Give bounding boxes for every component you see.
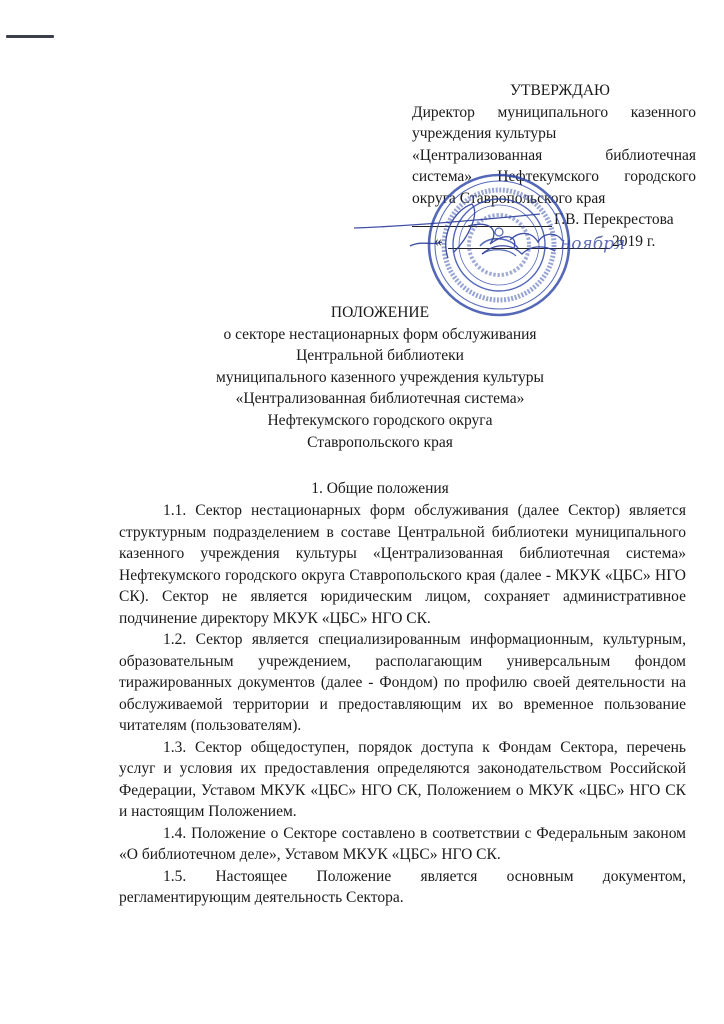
document-title-block (130, 302, 630, 453)
document-title: ПОЛОЖЕНИЕ (330, 304, 430, 321)
subtitle-line: Центральной библиотеки (296, 347, 464, 365)
subtitle-line: Ставропольского края (307, 433, 453, 451)
paragraph-1-1: 1.1. Сектор нестационарных форм обслуживания (далее Сектор) является структурным подразделением в составе Центральной библиотеки муниципального казенного учреждения культуры «Централизованная библиотечная система» Нефтекумского городского округа Ставропольского края (далее - МКУК «ЦБС» НГО СК). Сектор не является юридическим лицом, сохраняет административное подчинение директору МКУК «ЦБС» НГО СК. (119, 502, 686, 627)
approval-line: «Централизованная библиотечная (412, 146, 696, 164)
approval-line: Директор муниципального казенного (412, 103, 696, 121)
paragraph-1-3: 1.3. Сектор общедоступен, порядок доступа к Фондам Сектора, перечень услуг и условия их предоставления определяются законодательством Российской Федерации, Уставом МКУК «ЦБС» НГО СК, Положением о МКУК «ЦБС» НГО СК и настоящим Положением. (119, 738, 686, 820)
section-body (119, 500, 686, 909)
subtitle-line: муниципального казенного учреждения культуры (216, 368, 544, 386)
handwritten-date: ноября (560, 234, 626, 254)
scan-edge-mark (6, 35, 54, 38)
date-quote: « (434, 233, 442, 250)
paragraph-1-4: 1.4. Положение о Секторе составлено в соответствии с Федеральным законом «О библиотечном деле», Уставом МКУК «ЦБС» НГО СК. (119, 824, 686, 863)
section-title: 1. Общие положения (311, 480, 449, 497)
approval-line: учреждения культуры (412, 125, 557, 142)
approval-line: округа Ставропольского края (412, 189, 606, 207)
paragraph-1-5: 1.5. Настоящее Положение является основным документом, регламентирующим деятельность Сектора. (119, 867, 686, 906)
paragraph-1-2: 1.2. Сектор является специализированным информационным, культурным, образовательным учреждением, располагающим универсальным фондом тиражированных документов (далее - Фондом) по профилю своей деятельности на обслуживаемой территории и предоставляющим их во временное пользование читателям (пользователям). (119, 631, 686, 734)
approval-line: система» Нефтекумского городского (412, 168, 696, 185)
subtitle-line: Нефтекумского городского округа (267, 411, 493, 429)
signatory-name: Г.В. Перекрестова (554, 211, 674, 228)
date-year: 2019 г. (612, 233, 656, 250)
subtitle-line: о секторе нестационарных форм обслуживания (223, 325, 537, 343)
approval-heading: УТВЕРЖДАЮ (510, 82, 610, 99)
subtitle-line: «Централизованная библиотечная система» (235, 390, 525, 408)
